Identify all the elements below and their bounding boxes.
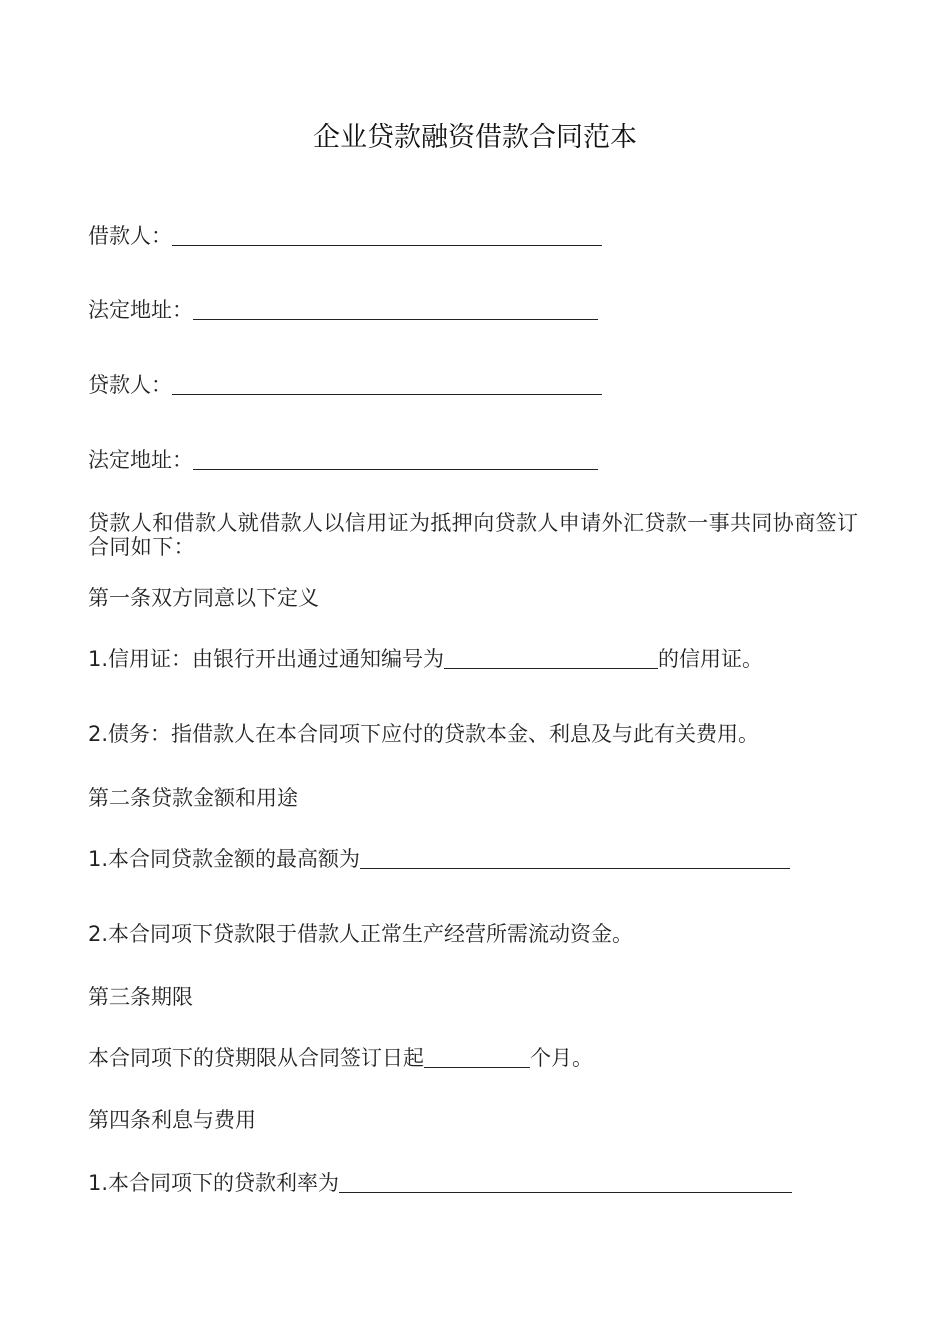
article-3-heading: 第三条期限: [88, 985, 193, 1009]
article-2-item-1-text: 1.本合同贷款金额的最高额为: [88, 847, 361, 871]
borrower-line: [88, 222, 602, 250]
document-title: 企业贷款融资借款合同范本: [313, 122, 637, 153]
article-1-item-2: 2.债务：指借款人在本合同项下应付的贷款本金、利息及与此有关费用。: [88, 722, 760, 746]
lc-number-blank: [444, 648, 658, 669]
article-3-text-before: 本合同项下的贷期限从合同签订日起: [88, 1046, 424, 1070]
term-months-blank: [424, 1047, 530, 1068]
article-3-text-after: 个月。: [530, 1046, 593, 1070]
article-1-item-1-suffix: 的信用证。: [658, 647, 764, 671]
lender-address-line: [88, 446, 598, 474]
article-3-text: [88, 1044, 593, 1072]
lender-line: [88, 371, 602, 399]
lender-blank: [172, 374, 602, 395]
article-2-heading: 第二条贷款金额和用途: [88, 786, 298, 810]
article-1-item-1-text: 1.信用证：由银行开出通过通知编号为: [88, 647, 445, 671]
article-4-item-1-text: 1.本合同项下的贷款利率为: [88, 1171, 340, 1195]
borrower-address-line: [88, 296, 598, 324]
max-amount-blank: [360, 848, 790, 869]
lender-address-label: 法定地址：: [88, 448, 193, 472]
borrower-address-label: 法定地址：: [88, 298, 193, 322]
interest-rate-blank: [339, 1172, 792, 1193]
article-1-heading: 第一条双方同意以下定义: [88, 586, 319, 610]
borrower-address-blank: [193, 299, 598, 320]
intro-paragraph: 贷款人和借款人就借款人以信用证为抵押向贷款人申请外汇贷款一事共同协商签订合同如下：: [88, 511, 859, 559]
article-2-item-1: [88, 845, 790, 873]
borrower-label: 借款人：: [88, 224, 172, 248]
lender-label: 贷款人：: [88, 373, 172, 397]
article-4-item-1: [88, 1169, 792, 1197]
borrower-blank: [172, 225, 602, 246]
article-1-item-1: [88, 645, 763, 673]
article-4-heading: 第四条利息与费用: [88, 1108, 256, 1132]
lender-address-blank: [193, 449, 598, 470]
article-2-item-2: 2.本合同项下贷款限于借款人正常生产经营所需流动资金。: [88, 922, 634, 946]
